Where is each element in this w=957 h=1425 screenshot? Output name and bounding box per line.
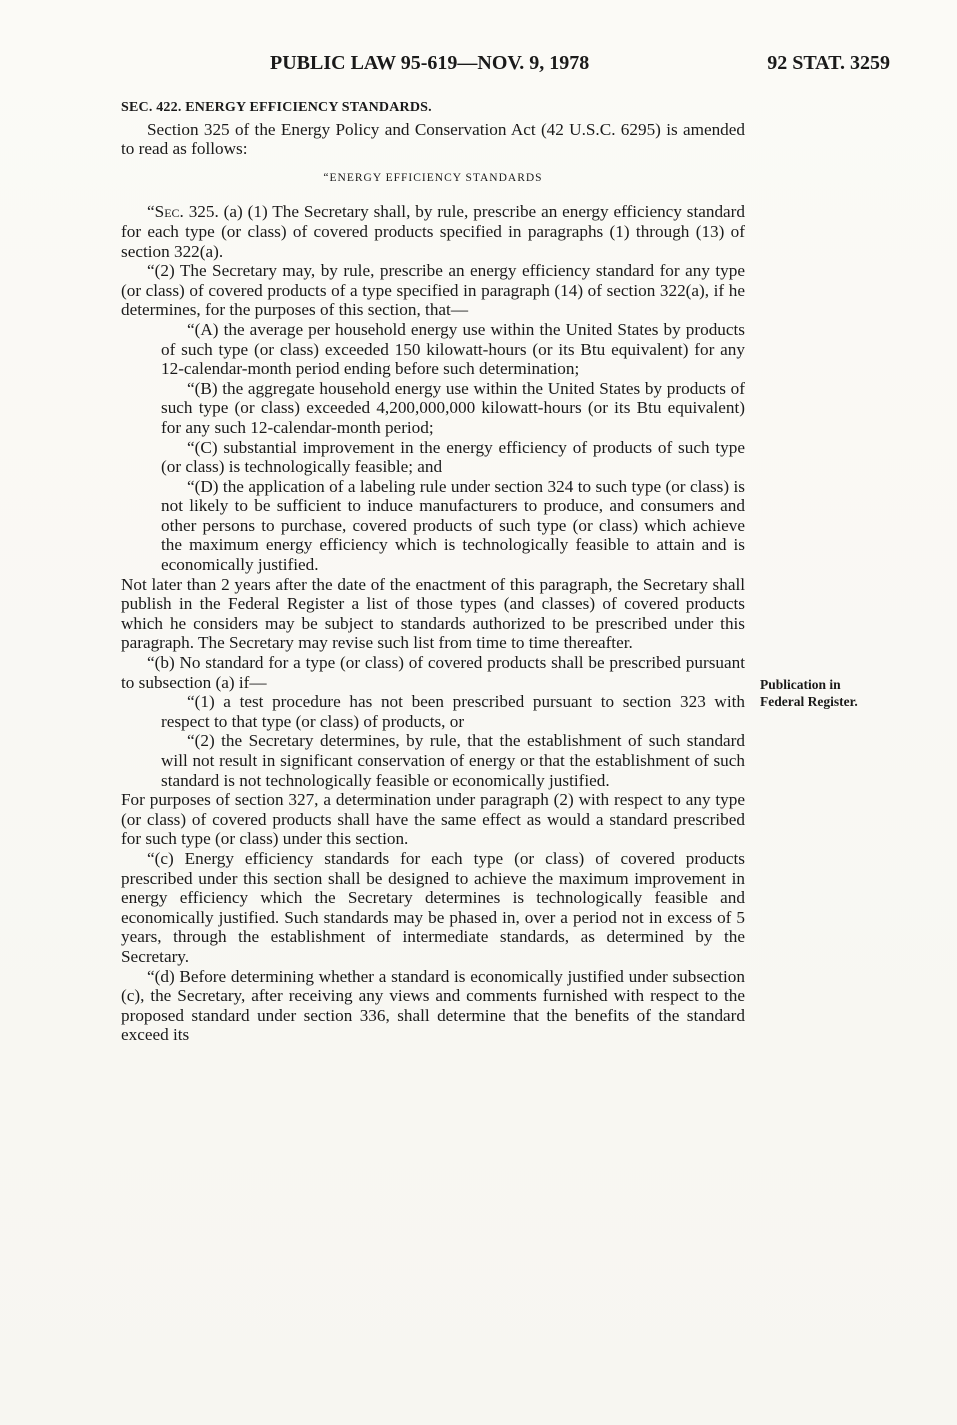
statute-page-number: 92 STAT. 3259 [767,52,890,74]
paragraph-c: “(c) Energy efficiency standards for each type (or class) of covered products prescribed under this section shall be designed to achieve the maximum improvement in energy efficiency which the Secretary determines is technologically feasible and economically justified. Such standards may be phased in, over a period not in excess of 5 years, through the establishment of intermediate standards, as determined by the Secretary. [121,848,745,966]
sec-rest: 325. (a) (1) The Secretary shall, by rule, prescribe an energy efficiency standard for each type (or class) of covered products specified in paragraphs (1) through (13) of section 322(a). [121,202,745,261]
margin-note-line-1: Publication in [760,677,841,692]
paragraph-a2: “(2) The Secretary may, by rule, prescribe an energy efficiency standard for any type (or class) of covered products of a type specified in paragraph (14) of section 322(a), if he determines, for the purposes of this section, that— [121,261,745,320]
header-title: PUBLIC LAW 95-619—NOV. 9, 1978 [270,52,590,74]
paragraph-b: “(b) No standard for a type (or class) of covered products shall be prescribed pursuant to subsection (a) if— [121,653,745,692]
centered-heading: “ENERGY EFFICIENCY STANDARDS [323,171,543,184]
paragraph-a2C: “(C) substantial improvement in the energy efficiency of products of such type (or class) is technologically feasible; and [161,437,745,477]
intro-paragraph: Section 325 of the Energy Policy and Conservation Act (42 U.S.C. 6295) is amended to read as follows: [121,119,745,159]
margin-note [760,676,900,710]
paragraph-b1: “(1) a test procedure has not been prescribed pursuant to section 323 with respect to that type (or class) of products, or [161,692,745,731]
paragraph-purposes: For purposes of section 327, a determination under paragraph (2) with respect to any type (or class) of covered products shall have the same effect as would a standard prescribed for such type (or class) under this section. [121,790,745,849]
paragraph-d: “(d) Before determining whether a standard is economically justified under subsection (c), the Secretary, after receiving any views and comments furnished with respect to the proposed standard under section 336, shall determine that the benefits of the standard exceed its [121,966,745,1045]
section-heading: SEC. 422. ENERGY EFFICIENCY STANDARDS. [121,100,432,115]
paragraph-a2B: “(B) the aggregate household energy use within the United States by products of such type (or class) exceeded 4,200,000,000 kilowatt-hours (or its Btu equivalent) for any such 12-calendar-month period; [161,378,745,437]
paragraph-a2D: “(D) the application of a labeling rule under section 324 to such type (or class) is not likely to be sufficient to induce manufacturers to produce, and consumers and other persons to purchase, covered products of such type (or class) which achieve the maximum energy efficiency which is technologically feasible to attain and is economically justified. [161,476,745,575]
sec-lead: “Sec. [147,202,184,222]
paragraph-a2A: “(A) the average per household energy use within the United States by products of such type (or class) exceeded 150 kilowatt-hours (or its Btu equivalent) for any 12-calendar-month period ending before such determination; [161,319,745,379]
paragraph-b2: “(2) the Secretary determines, by rule, that the establishment of such standard will not result in significant conservation of energy or that the establishment of such standard is not technologically feasible or economically justified. [161,731,745,790]
page-header [120,52,890,82]
margin-note-line-2: Federal Register. [760,694,858,709]
paragraph-not-later: Not later than 2 years after the date of the enactment of this paragraph, the Secretary shall publish in the Federal Register a list of those types (and classes) of covered products which he considers may be subject to standards authorized to be prescribed under this paragraph. The Secretary may revise such list from time to time thereafter. [121,574,745,653]
paragraph-a1 [121,202,745,261]
body-text [121,98,745,1045]
